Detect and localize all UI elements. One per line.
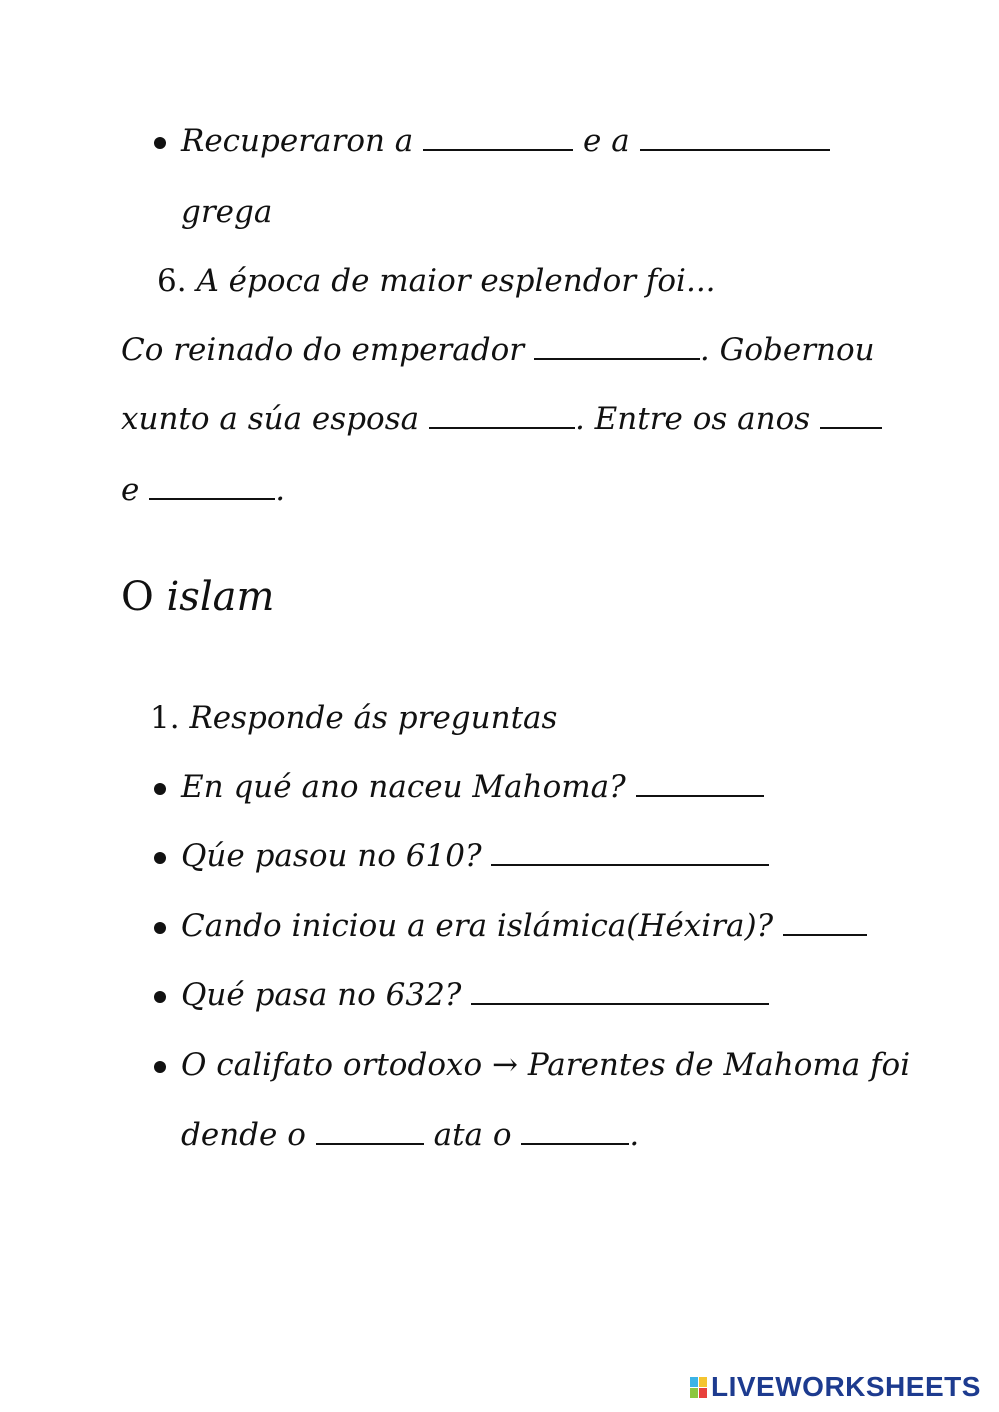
recuperaron-line — [181, 121, 830, 161]
question-text: . — [629, 1117, 640, 1153]
blank-field[interactable] — [534, 336, 700, 360]
answer-field[interactable] — [316, 1121, 424, 1145]
question-1 — [181, 767, 764, 807]
para-line-3 — [121, 470, 285, 510]
bullet-dot — [154, 991, 166, 1003]
answer-field[interactable] — [636, 773, 764, 797]
bullet-dot — [154, 922, 166, 934]
liveworksheets-logo — [690, 1372, 981, 1402]
question-5-line-2 — [181, 1115, 639, 1155]
question-text: ata o — [433, 1117, 512, 1153]
title-o: O — [121, 574, 154, 620]
grega-line: grega — [181, 194, 273, 230]
blank-field[interactable] — [820, 405, 882, 429]
question-text: Qué pasa no 632? — [181, 977, 462, 1013]
answer-field[interactable] — [471, 981, 769, 1005]
recuperaron-text: Recuperaron a — [181, 123, 414, 159]
item-number: 1. — [150, 700, 180, 736]
blank-field[interactable] — [423, 127, 573, 151]
para-line-1 — [121, 330, 875, 370]
item-6-text: A época de maior esplendor foi... — [196, 263, 716, 299]
blank-field[interactable] — [429, 405, 575, 429]
item-1-text: Responde ás preguntas — [189, 700, 558, 736]
item-number: 6. — [157, 263, 187, 299]
title-rest: islam — [166, 574, 275, 620]
question-text: En qué ano naceu Mahoma? — [181, 769, 626, 805]
para-text: . Gobernou — [699, 332, 875, 368]
item-1 — [150, 698, 557, 738]
bullet-dot — [154, 137, 166, 149]
question-text: dende o — [181, 1117, 306, 1153]
question-2 — [181, 836, 769, 876]
para-text: e — [121, 472, 140, 508]
section-title — [121, 572, 274, 622]
logo-icon — [690, 1377, 707, 1398]
blank-field[interactable] — [640, 127, 830, 151]
question-text: Cando iniciou a era islámica(Héxira)? — [181, 908, 774, 944]
para-text: xunto a súa esposa — [121, 401, 420, 437]
question-5 — [181, 1045, 910, 1085]
question-text: O califato ortodoxo → Parentes de Mahoma foi — [181, 1047, 911, 1083]
item-6 — [157, 261, 716, 301]
bullet-dot — [154, 1061, 166, 1073]
logo-text: LIVEWORKSHEETS — [711, 1371, 981, 1402]
para-line-2 — [121, 399, 882, 439]
answer-field[interactable] — [783, 912, 867, 936]
question-text: Qúe pasou no 610? — [181, 838, 482, 874]
para-text: Co reinado do emperador — [121, 332, 525, 368]
para-text: . — [275, 472, 286, 508]
para-text: . Entre os anos — [574, 401, 811, 437]
question-4 — [181, 975, 769, 1015]
bullet-dot — [154, 783, 166, 795]
question-3 — [181, 906, 867, 946]
blank-field[interactable] — [149, 476, 275, 500]
answer-field[interactable] — [521, 1121, 629, 1145]
e-a-text: e a — [583, 123, 630, 159]
answer-field[interactable] — [491, 842, 769, 866]
bullet-dot — [154, 852, 166, 864]
